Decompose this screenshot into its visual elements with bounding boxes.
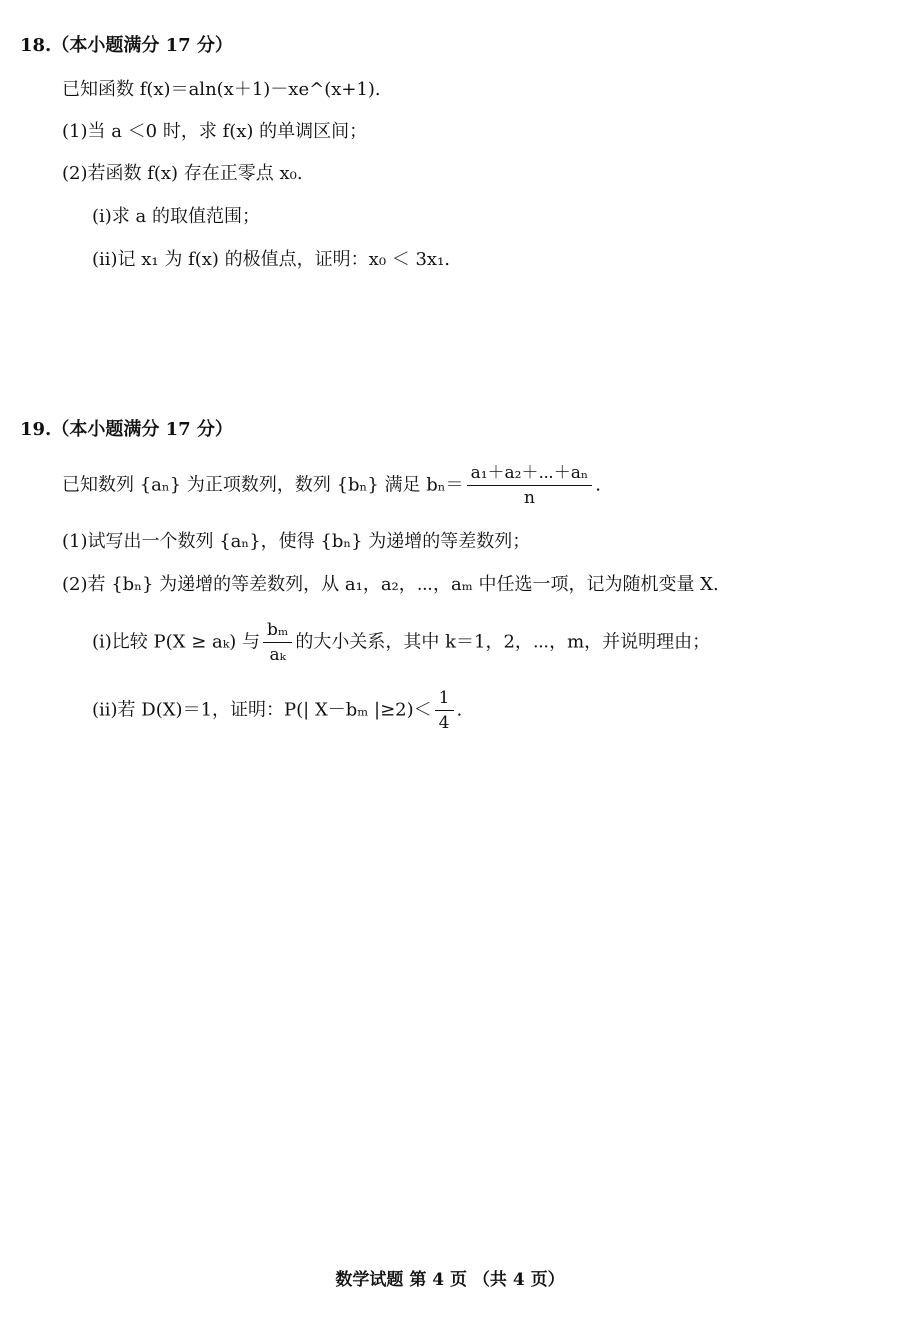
q19-ratio-fraction — [263, 620, 292, 665]
q18-heading: 18.（本小题满分 17 分） — [20, 35, 233, 56]
q19-part2-ii-end: . — [456, 699, 463, 721]
q19-part2-i — [92, 620, 710, 665]
q19-mean-fraction — [467, 463, 593, 508]
q19-part2-i-text: (i)比较 P(X ≥ aₖ) 与 — [92, 631, 261, 653]
q19-part2-ii-text: (ii)若 D(X)＝1，证明：P(| X－bₘ |≥2)＜ — [92, 699, 432, 721]
q18-part2: (2)若函数 f(x) 存在正零点 x₀. — [62, 163, 303, 184]
q19-bound-denominator: 4 — [438, 713, 450, 733]
q19-heading: 19.（本小题满分 17 分） — [20, 419, 233, 440]
q19-part2: (2)若 {bₙ} 为递增的等差数列，从 a₁，a₂，⋯，aₘ 中任选一项，记为随机变量 X. — [62, 574, 719, 595]
q19-ratio-denominator: aₖ — [269, 645, 286, 665]
q19-part2-ii — [92, 688, 462, 733]
q19-mean-numerator: a₁＋a₂＋⋯＋aₙ — [467, 463, 593, 486]
q19-bound-fraction — [435, 688, 454, 733]
q19-stem — [62, 463, 601, 508]
q19-bound-numerator: 1 — [435, 688, 454, 711]
q19-part2-i-rest: 的大小关系，其中 k＝1，2，⋯，m，并说明理由； — [295, 631, 711, 653]
q19-stem-end: . — [595, 474, 601, 496]
q18-part1: (1)当 a ＜0 时，求 f(x) 的单调区间； — [62, 121, 368, 142]
q18-part2-ii: (ii)记 x₁ 为 f(x) 的极值点，证明：x₀ ＜ 3x₁. — [92, 249, 451, 270]
page-footer: 数学试题 第 4 页 （共 4 页） — [335, 1270, 565, 1290]
q19-part1: (1)试写出一个数列 {aₙ}，使得 {bₙ} 为递增的等差数列； — [62, 531, 531, 552]
q18-part2-i: (i)求 a 的取值范围； — [92, 206, 260, 227]
q18-stem: 已知函数 f(x)＝aln(x＋1)－xe^(x+1). — [62, 79, 381, 100]
q19-ratio-numerator: bₘ — [263, 620, 292, 643]
q19-mean-denominator: n — [523, 488, 535, 508]
q19-stem-text: 已知数列 {aₙ} 为正项数列，数列 {bₙ} 满足 bₙ＝ — [62, 474, 464, 496]
